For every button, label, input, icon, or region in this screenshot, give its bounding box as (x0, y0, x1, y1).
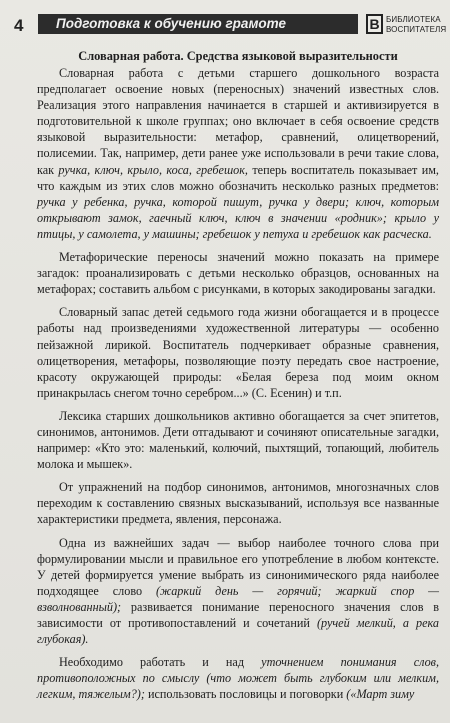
series-logo-icon: В (366, 14, 383, 34)
p6-italic-1: (жаркий день — горячий; жаркий спор — взволнованный); (37, 583, 440, 614)
paragraph-7 (37, 654, 439, 702)
page-header (14, 14, 447, 42)
section-title-banner: Подготовка к обучению грамоте (38, 14, 358, 34)
page-number: 4 (14, 16, 24, 35)
p1-text-1: Словарная работа с детьми старшего дошкольного возраста предполагает освоение новых (переносных) значений известных слов. Реализация этого направления начинается в старшей и активизируется в подготовительной к школе группах; оно включает в себя освоение средств языковой выразительности: метафор, сравнений, олицетворений, полисемии. Так, например, дети ранее уже использовали в речи такие слова, как (37, 66, 439, 177)
paragraph-5: От упражнений на подбор синонимов, антонимов, многозначных слов переходим к составлению связных высказываний, используя все названные характеристики предмета, явления, персонажа. (37, 480, 439, 527)
paragraph-6 (37, 535, 439, 648)
paragraph-2: Метафорические переносы значений можно показать на примере загадок: проанализировать с детьми несколько образцов, основанных на метафорах; составить альбом с рисунками, в которых закодированы загадки. (37, 250, 439, 297)
page-body (37, 48, 439, 709)
p6-text-2: развивается понимание переносного значения слов в зависимости от противопоставлений и сочетаний (37, 599, 439, 630)
p7-italic-1: уточнением понимания слов, противоположных по смыслу (что может быть глубоким или мелким, легким, тяжелым?); (37, 655, 440, 702)
paragraph-1 (37, 65, 439, 242)
p1-italic-1: ручка, ключ, крыло, коса, гребешок, (58, 162, 248, 177)
p1-italic-2: ручка у ребенка, ручка, которой пишут, ручка у двери; ключ, которым открывают замок, гаечный ключ, ключ в значении «родник»; крыло у птицы, у самолета, у машины; гребешок у петуха и гребешок как расческа. (37, 194, 439, 241)
series-name-line1: БИБЛИОТЕКА (386, 15, 441, 24)
p6-italic-2: (ручей мелкий, а река глубокая). (37, 616, 439, 647)
paragraph-4: Лексика старших дошкольников активно обогащается за счет эпитетов, синонимов, антонимов. Дети отгадывают и сочиняют описательные загадки, например: «Кто это: маленький, колючий, пыхтящий, топающий, любитель молока и мышек». (37, 408, 439, 472)
p7-text-1: Необходимо работать и над (59, 655, 262, 670)
section-heading: Словарная работа. Средства языковой выразительности (78, 49, 398, 63)
series-name (386, 15, 446, 34)
series-name-line2: ВОСПИТАТЕЛЯ (386, 24, 447, 34)
p7-italic-2: («Март зиму (346, 687, 415, 702)
p1-text-2: теперь воспитатель показывает им, что каждым из этих слов можно обозначить несколько разных предметов: (37, 162, 439, 193)
paragraph-3: Словарный запас детей седьмого года жизни обогащается и в процессе работы над произведениями художественной литературы — особенно пейзажной лирикой. Воспитатель подчеркивает образные сравнения, олицетворения, метафоры, позволяющие поэту передать свое настроение, красоту окружающей природы: «Белая береза под моим окном принакрылась снегом точно серебром...» (С. Есенин) и т.п. (37, 305, 439, 400)
p6-text-1: Одна из важнейших задач — выбор наиболее точного слова при формулировании мысли и правильное его употребление в любом контексте. У детей формируется умение выбрать из синонимического ряда наиболее подходящее слово (37, 535, 439, 598)
p7-text-2: использовать пословицы и поговорки (144, 687, 347, 702)
